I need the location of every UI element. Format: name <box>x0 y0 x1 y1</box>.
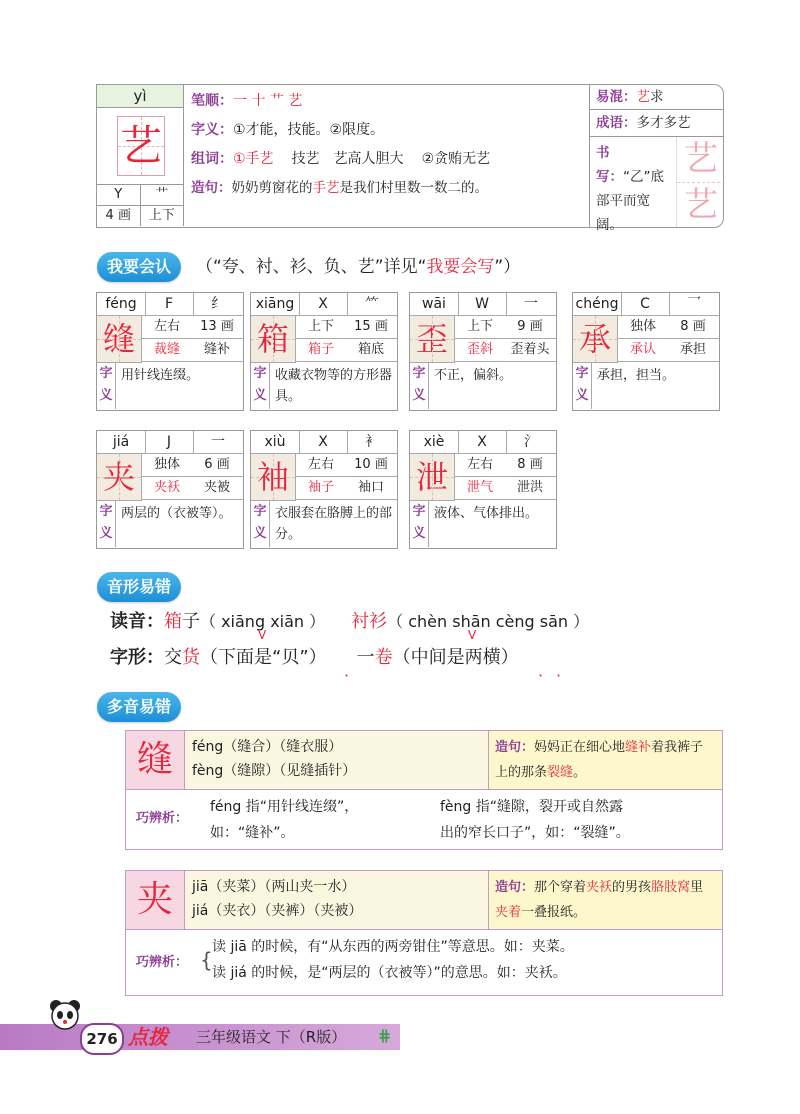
card-word-1: 承认 <box>629 342 656 357</box>
card-pinyin: xiù <box>251 431 300 453</box>
analysis-label: 巧辨析： <box>136 811 189 826</box>
example-part: 着我裤子上的那条 <box>495 740 704 780</box>
card-radical: 一 <box>524 296 538 312</box>
shape-label: 字形： <box>110 647 164 668</box>
card-char: 歪 <box>415 320 448 358</box>
meaning: ①才能，技能。②限度。 <box>233 122 385 138</box>
word-3: 艺高人胆大 <box>333 151 404 167</box>
card-strokes: 8 画 <box>517 457 543 472</box>
emphasis-dot: · <box>344 666 350 685</box>
sentence-part: 奶奶剪窗花的 <box>231 180 313 196</box>
stroke-count: 4 画 <box>97 206 141 226</box>
card-char-grid <box>410 316 455 363</box>
card-word-1: 箱子 <box>307 342 334 357</box>
card-pinyin: chéng <box>573 293 622 315</box>
card-word-2: 夹被 <box>203 480 230 495</box>
grass-icon: ⋕ <box>378 1026 392 1045</box>
example-sentence <box>488 731 722 789</box>
card-strokes: 8 画 <box>680 319 706 334</box>
card-letter: F <box>145 293 194 315</box>
character-card <box>250 292 398 411</box>
section-header-recognize: 我要会认 <box>97 252 181 282</box>
card-strokes: 10 画 <box>354 457 388 472</box>
card-char: 泄 <box>415 458 448 496</box>
card-letter: J <box>145 431 194 453</box>
pronunciation-line: jiā（夹菜）（两山夹一水） <box>192 879 356 895</box>
page-number: 276 <box>80 1023 124 1055</box>
card-word-1: 歪斜 <box>466 342 493 357</box>
character-card <box>572 292 720 411</box>
card-char-grid <box>573 316 618 363</box>
card-structure: 上下 <box>307 319 334 334</box>
card-radical: 一 <box>211 434 225 450</box>
analysis-a <box>210 794 440 846</box>
reading-rest: 子 <box>182 611 200 632</box>
example-part: 的男孩 <box>612 880 652 895</box>
shape-part: 一 <box>356 647 375 668</box>
card-definition: 液体、气体排出。 <box>434 506 539 521</box>
word-4: ②贪贿无艺 <box>421 151 491 167</box>
card-radical: ⺮ <box>365 296 379 312</box>
shape-part: 交 <box>164 647 182 668</box>
card-radical: 氵 <box>524 434 538 450</box>
card-strokes: 6 画 <box>204 457 230 472</box>
analysis-text: 读 jiá 的时候，是“两层的（衣被等）”的意思。如：夹袄。 <box>212 965 567 981</box>
section-note <box>196 252 520 282</box>
meaning-label: 字义： <box>191 122 233 138</box>
analysis-text: 读 jiā 的时候，有“从东西的两旁钳住”等意思。如：夹菜。 <box>212 939 574 955</box>
analysis-lines <box>212 934 718 986</box>
note-part: （“夸、衬、衫、负、艺”详见“ <box>196 257 427 277</box>
analysis-text: féng 指“用针线连缀”， <box>210 799 359 815</box>
card-letter: X <box>299 431 348 453</box>
easy-mistake-char: 艺 <box>636 89 650 105</box>
card-label: 字 义 <box>251 501 270 547</box>
pronunciation-line: fèng（缝隙）（见缝插针） <box>192 763 357 779</box>
radical: 艹 <box>155 187 169 202</box>
character-entry-box <box>96 84 724 233</box>
example-highlight: 夹着 <box>495 905 522 920</box>
polyphone-char: 缝 <box>126 731 185 789</box>
card-char: 缝 <box>102 320 135 358</box>
shape-note: （中间是两横） <box>392 647 519 668</box>
card-letter: X <box>299 293 348 315</box>
card-strokes: 9 画 <box>517 319 543 334</box>
example-part: 一叠报纸。 <box>521 905 587 920</box>
reading-line <box>110 606 589 638</box>
card-label: 字 义 <box>573 363 592 409</box>
card-char-grid <box>410 454 455 501</box>
character-grid <box>97 108 184 184</box>
card-char: 夹 <box>102 458 135 496</box>
radical-letter: Y <box>97 185 141 205</box>
stroke-order: 一 十 艹 艺 <box>233 93 303 109</box>
card-label: 字 义 <box>97 363 116 409</box>
book-title: 三年级语文 下（R版） <box>196 1028 347 1046</box>
structure: 上下 <box>148 208 175 223</box>
check-mark: V <box>468 628 477 642</box>
card-letter: C <box>621 293 670 315</box>
words-label: 组词： <box>191 151 233 167</box>
reading-options: （ xiāng xiān ） <box>200 612 326 631</box>
writing-label: 书写： <box>596 145 623 185</box>
example-label: 造句： <box>495 740 535 755</box>
card-pinyin: jiá <box>97 431 146 453</box>
card-word-2: 歪着头 <box>510 342 550 357</box>
card-pinyin: wāi <box>410 293 459 315</box>
emphasis-dot: · <box>556 666 562 685</box>
analysis-b <box>440 794 720 846</box>
card-pinyin: xiè <box>410 431 459 453</box>
example-highlight: 裂缝 <box>547 765 574 780</box>
polyphone-box-jia <box>125 870 723 996</box>
idiom-label: 成语： <box>596 115 637 131</box>
shape-note: （下面是“贝”） <box>200 647 327 668</box>
example-label: 造句： <box>495 880 535 895</box>
card-structure: 左右 <box>307 457 334 472</box>
card-structure: 上下 <box>466 319 493 334</box>
card-definition: 收藏衣物等的方形器具。 <box>275 368 393 404</box>
idiom: 多才多艺 <box>636 115 691 131</box>
card-label: 字 义 <box>410 501 429 547</box>
reading-label: 读音： <box>110 611 164 632</box>
card-word-1: 裁缝 <box>153 342 180 357</box>
card-char: 箱 <box>256 320 289 358</box>
card-char-grid <box>251 454 296 501</box>
character-card <box>409 430 557 549</box>
card-char: 承 <box>578 320 611 358</box>
writing-text: “乙”底部平而宽阔。 <box>596 169 664 233</box>
example-part: 妈妈正在细心地 <box>534 740 626 755</box>
brand-logo: 点拨 <box>128 1025 168 1049</box>
shape-line <box>110 642 519 674</box>
card-word-1: 泄气 <box>466 480 493 495</box>
easy-mistake-rest: 求 <box>650 89 664 105</box>
card-char: 袖 <box>256 458 289 496</box>
brace-icon: { <box>200 948 213 972</box>
pronunciation-line: jiá（夹衣）（夹裤）（夹被） <box>192 903 363 919</box>
reading-char: 衬衫 <box>351 611 388 632</box>
shape-highlight: 货 <box>182 647 200 668</box>
card-letter: W <box>458 293 507 315</box>
card-radical: 衤 <box>365 434 379 450</box>
card-definition: 不正，偏斜。 <box>434 368 513 383</box>
card-pinyin: xiāng <box>251 293 300 315</box>
emphasis-dot: · <box>538 666 544 685</box>
card-definition: 衣服套在胳膊上的部分。 <box>275 506 393 542</box>
main-character: 艺 <box>119 121 162 170</box>
panda-mascot-icon <box>48 998 82 1032</box>
polyphone-char: 夹 <box>126 871 185 929</box>
card-structure: 左右 <box>153 319 180 334</box>
card-definition: 承担，担当。 <box>597 368 676 383</box>
card-word-2: 泄洪 <box>516 480 543 495</box>
example-highlight: 胳肢窝 <box>651 880 691 895</box>
sentence-part: 是我们村里数一数二的。 <box>339 180 488 196</box>
card-radical: 纟 <box>211 296 225 312</box>
sentence-label: 造句： <box>191 180 232 196</box>
sentence-highlight: 手艺 <box>312 180 340 196</box>
writing-sample-2: 艺 <box>684 185 718 225</box>
word-2: 技艺 <box>291 151 320 167</box>
analysis-text: fèng 指“缝隙，裂开或自然露 <box>440 799 624 815</box>
pinyin-cell: yì <box>97 85 184 108</box>
polyphone-box-feng <box>125 730 723 850</box>
note-part: ”） <box>494 257 521 277</box>
character-card <box>96 430 244 549</box>
example-part: 。 <box>573 765 587 780</box>
card-label: 字 义 <box>97 501 116 547</box>
card-structure: 独体 <box>629 319 656 334</box>
check-mark: V <box>258 628 267 642</box>
analysis-text: 如：“缝补”。 <box>210 825 295 841</box>
card-label: 字 义 <box>251 363 270 409</box>
example-highlight: 缝补 <box>625 740 652 755</box>
card-pinyin: féng <box>97 293 146 315</box>
reading-options: （ chèn shān cèng sān ） <box>387 612 590 631</box>
example-part: 那个穿着 <box>534 880 587 895</box>
stroke-order-label: 笔顺： <box>191 93 233 109</box>
example-sentence <box>488 871 722 929</box>
word-1: ①手艺 <box>233 151 274 167</box>
reading-char: 箱 <box>164 611 182 632</box>
character-card <box>409 292 557 411</box>
card-radical: 乛 <box>687 296 701 312</box>
analysis-text: 出的窄长口子”，如：“裂缝”。 <box>440 825 630 841</box>
card-word-2: 承担 <box>679 342 706 357</box>
card-structure: 独体 <box>153 457 180 472</box>
card-label: 字 义 <box>410 363 429 409</box>
section-header-polyphone: 多音易错 <box>97 692 181 722</box>
card-char-grid <box>97 316 142 363</box>
writing-sample-1: 艺 <box>677 137 725 183</box>
section-header-pronunciation: 音形易错 <box>97 572 181 602</box>
easy-mistake-label: 易混： <box>596 89 637 105</box>
card-definition: 两层的（衣被等）。 <box>121 506 232 521</box>
card-definition: 用针线连缀。 <box>121 368 200 383</box>
card-word-2: 箱底 <box>357 342 384 357</box>
pronunciation-line: féng（缝合）（缝衣服） <box>192 739 343 755</box>
character-card <box>96 292 244 411</box>
card-strokes: 15 画 <box>354 319 388 334</box>
card-word-1: 夹袄 <box>153 480 180 495</box>
card-word-2: 缝补 <box>203 342 230 357</box>
analysis-label: 巧辨析： <box>136 955 189 970</box>
shape-highlight: 卷 <box>374 647 393 668</box>
example-part: 里 <box>690 880 704 895</box>
card-structure: 左右 <box>466 457 493 472</box>
card-strokes: 13 画 <box>200 319 234 334</box>
character-card <box>250 430 398 549</box>
card-char-grid <box>251 316 296 363</box>
card-word-2: 袖口 <box>357 480 384 495</box>
example-highlight: 夹袄 <box>586 880 613 895</box>
note-highlight: 我要会写 <box>426 257 495 277</box>
card-char-grid <box>97 454 142 501</box>
card-word-1: 袖子 <box>307 480 334 495</box>
card-letter: X <box>458 431 507 453</box>
